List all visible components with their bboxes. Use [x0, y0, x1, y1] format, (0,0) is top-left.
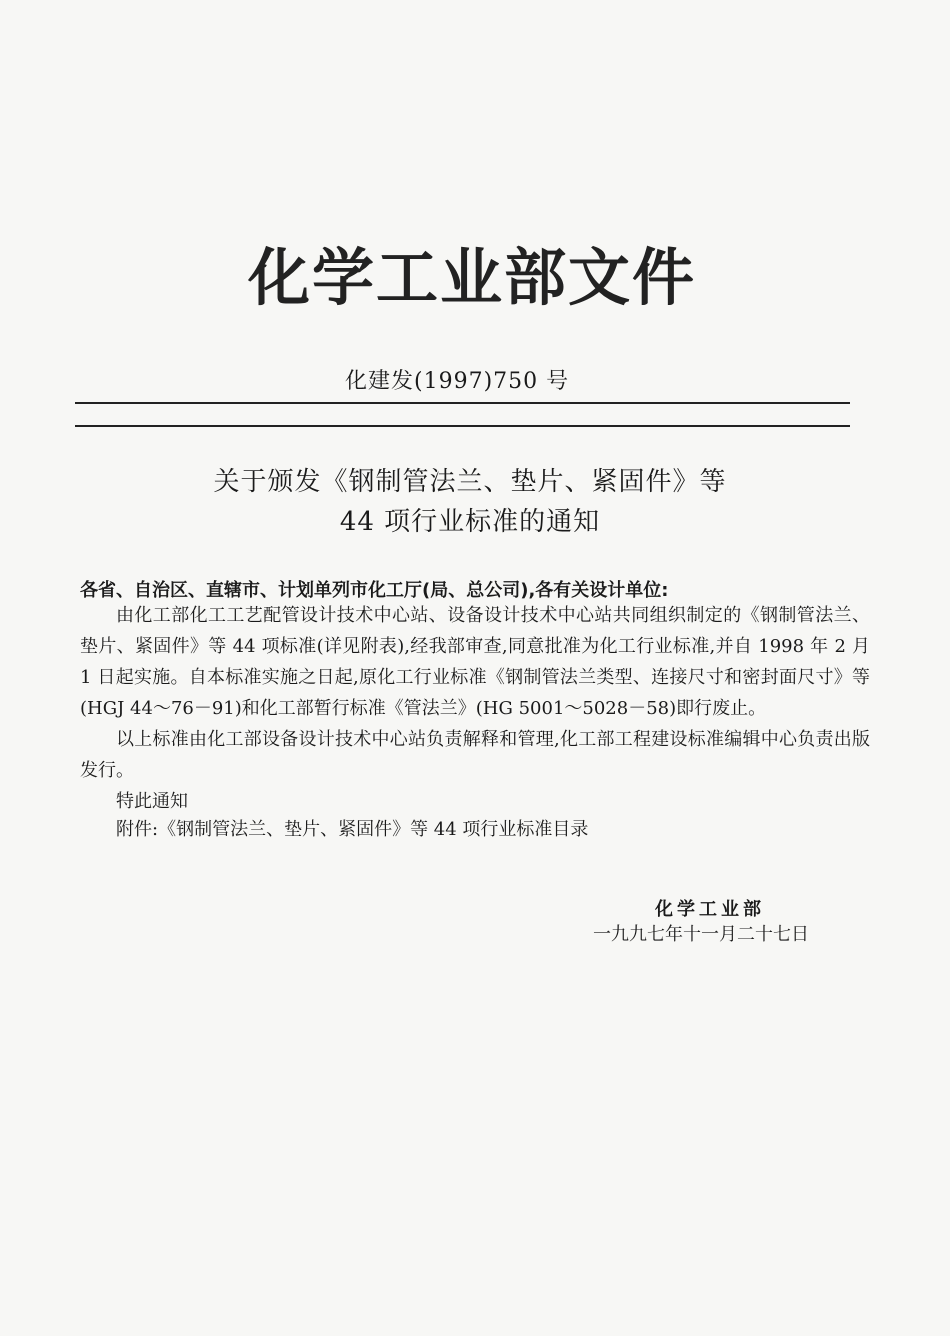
signature-date: 一九九七年十一月二十七日 [593, 924, 809, 945]
header-divider [75, 402, 850, 404]
notice-title-line-2: 44 项行业标准的通知 [339, 507, 601, 537]
document-header-title: 化学工业部文件 [248, 241, 697, 314]
closing-remark: 特此通知 [116, 791, 188, 812]
recipients-line: 各省、自治区、直辖市、计划单列市化工厅(局、总公司),各有关设计单位: [80, 580, 669, 601]
signature-organization: 化学工业部 [655, 899, 765, 920]
notice-title [150, 462, 790, 542]
header-divider-secondary [75, 425, 850, 427]
notice-body [80, 600, 870, 786]
notice-title-line-1: 关于颁发《钢制管法兰、垫片、紧固件》等 [213, 467, 727, 497]
body-paragraph-2: 以上标准由化工部设备设计技术中心站负责解释和管理,化工部工程建设标准编辑中心负责出版发行。 [80, 729, 870, 781]
body-paragraph-1: 由化工部化工工艺配管设计技术中心站、设备设计技术中心站共同组织制定的《钢制管法兰、垫片、紧固件》等 44 项标准(详见附表),经我部审查,同意批准为化工行业标准,并自 1998 年 2 月 1 日起实施。自本标准实施之日起,原化工行业标准《钢制管法兰类型、连接尺寸和密封面尺寸》等(HGJ 44～76－91)和化工部暂行标准《管法兰》(HG 5001～5028－58)即行废止。 [80, 605, 870, 719]
document-number: 化建发(1997)750 号 [345, 369, 570, 394]
attachment-note: 附件:《钢制管法兰、垫片、紧固件》等 44 项行业标准目录 [116, 819, 589, 840]
